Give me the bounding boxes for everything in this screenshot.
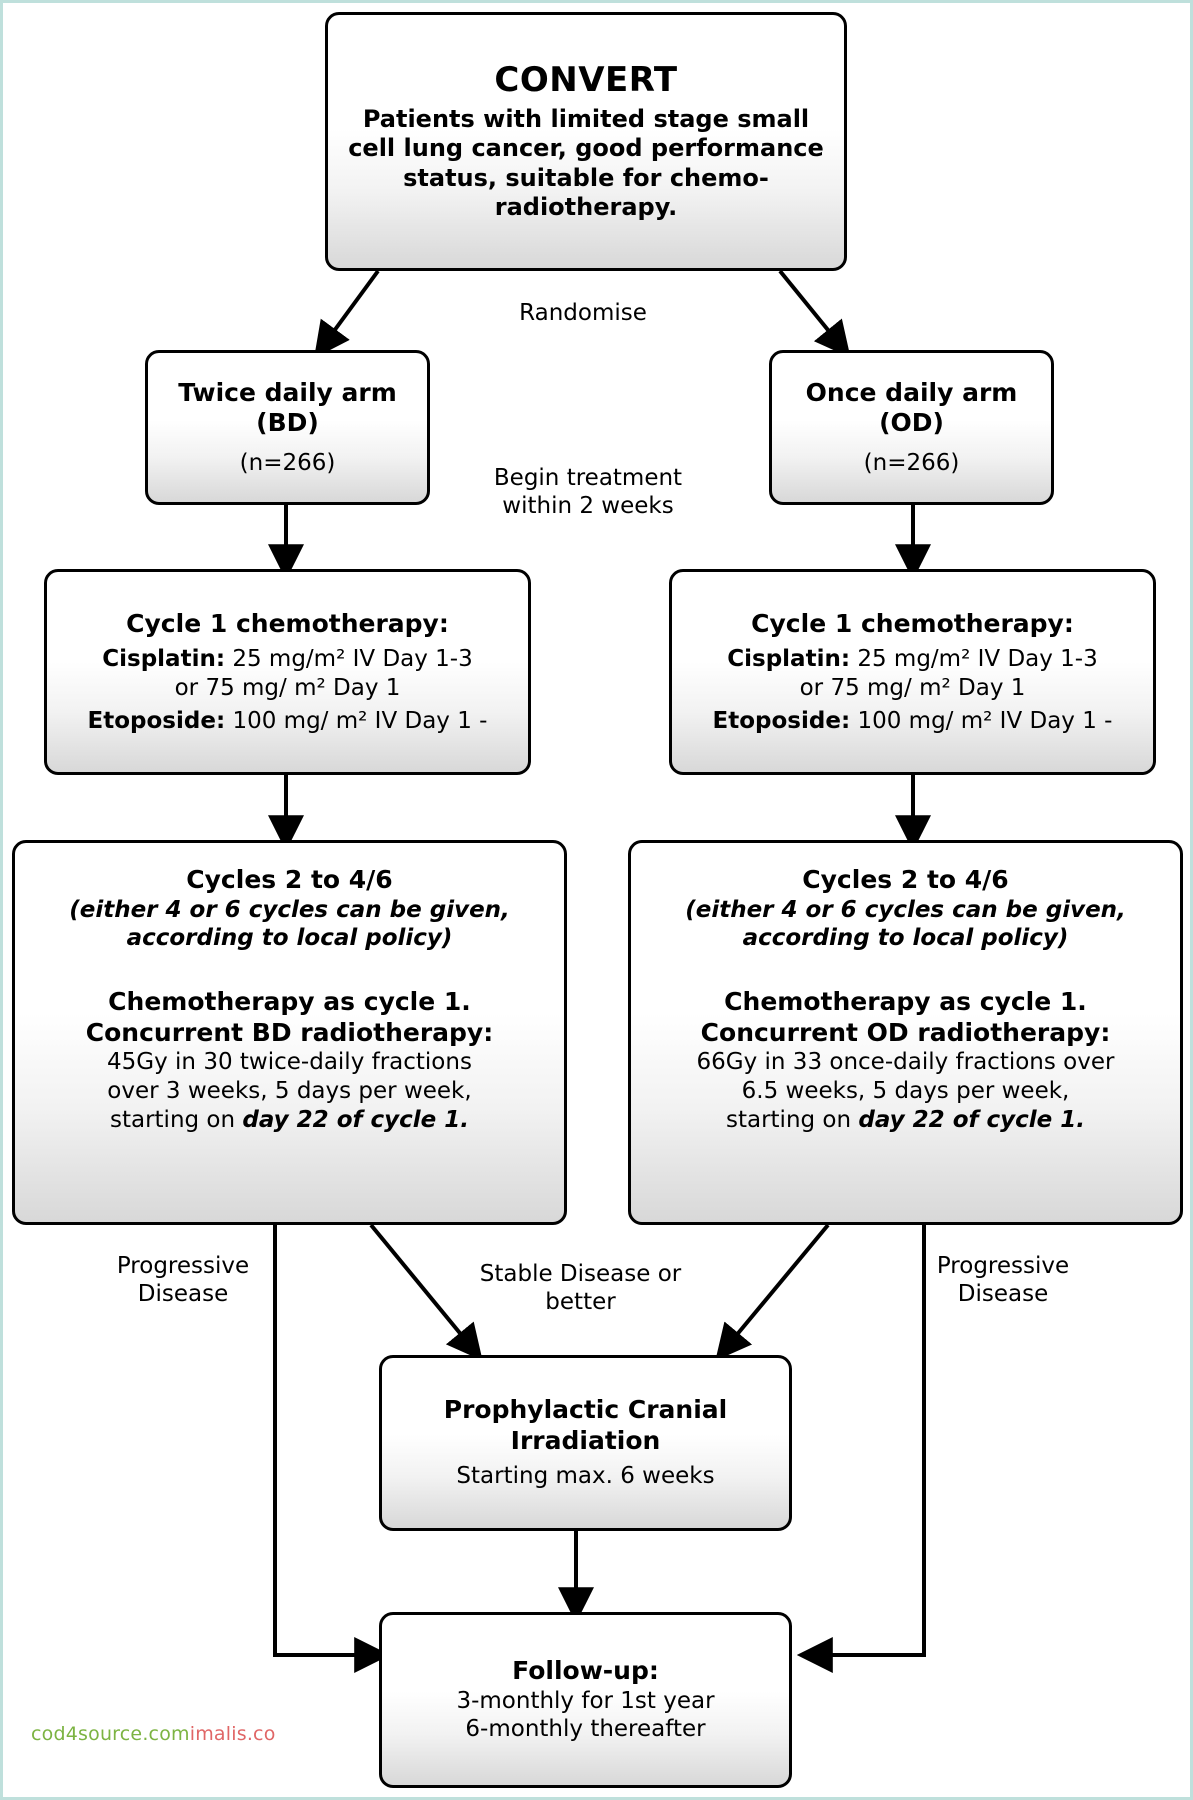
cycles-od-sub1: (either 4 or 6 cycles can be given, (685, 896, 1126, 923)
edge-label-progressive-left (83, 1253, 283, 1308)
edge-label-progressive-right (903, 1253, 1103, 1308)
begin-treatment-line1: Begin treatment (493, 465, 683, 491)
cycles-bd-rt-line3 (110, 1106, 469, 1135)
node-cycle1-chemo-bd (44, 569, 531, 775)
root-body: Patients with limited stage small cell lung cancer, good performance status, suitable for chemo-radiotherapy. (348, 105, 824, 221)
cycle1-bd-drug2 (88, 707, 488, 736)
cycles-od-rt-line3-prefix: starting on (725, 1106, 859, 1133)
cycles-od-sub2: according to local policy) (742, 925, 1069, 952)
pci-line1: Prophylactic Cranial (443, 1395, 728, 1425)
arm-bd-n: (n=266) (239, 449, 336, 476)
cycle1-bd-drug1 (102, 645, 472, 674)
cycles-bd-rt-line2: over 3 weeks, 5 days per week, (107, 1077, 472, 1104)
progressive-right-line2: Disease (957, 1280, 1049, 1307)
watermark-part2: imalis.co (189, 1723, 276, 1745)
progressive-left-line1: Progressive (116, 1253, 250, 1279)
cycles-bd-rt-line1: 45Gy in 30 twice-daily fractions (107, 1049, 472, 1075)
pci-line2: Irradiation (510, 1425, 661, 1455)
arm-od-line1: Once daily arm (805, 377, 1018, 407)
node-arm-once-daily (769, 350, 1054, 505)
node-cycle1-chemo-od (669, 569, 1156, 775)
node-cycles-2to6-bd (12, 840, 567, 1225)
arm-od-n: (n=266) (863, 449, 960, 476)
edge-label-randomise: Randomise (519, 300, 647, 326)
arm-bd-line2: (BD) (256, 408, 319, 438)
cycles-bd-rt-line3-em: day 22 of cycle 1. (242, 1106, 470, 1133)
edge-label-begin-treatment (423, 465, 753, 520)
cycles-od-heading: Cycles 2 to 4/6 (802, 865, 1009, 894)
stable-line2: better (545, 1288, 616, 1315)
cycle1-od-drug1-label: Cisplatin: (727, 646, 851, 673)
arm-od-line2: (OD) (879, 408, 944, 438)
progressive-left-line2: Disease (137, 1280, 229, 1307)
node-follow-up (379, 1612, 792, 1788)
arm-bd-line1: Twice daily arm (178, 377, 397, 407)
cycles-od-rt-heading: Concurrent OD radiotherapy: (700, 1017, 1111, 1047)
cycle1-bd-drug2-dose: 100 mg/ m² IV Day 1 - (232, 707, 488, 734)
cycle1-bd-drug1-dose: 25 mg/m² IV Day 1-3 (232, 646, 473, 673)
followup-line1: 3-monthly for 1st year (456, 1687, 715, 1714)
progressive-right-line1: Progressive (936, 1253, 1070, 1279)
cycles-od-rt-line3 (726, 1106, 1085, 1135)
cycles-od-rt-line3-em: day 22 of cycle 1. (858, 1106, 1086, 1133)
followup-line2: 6-monthly thereafter (465, 1716, 706, 1743)
cycles-od-rt-line2: 6.5 weeks, 5 days per week, (741, 1077, 1070, 1104)
cycle1-bd-drug1-alt: or 75 mg/ m² Day 1 (174, 674, 401, 701)
cycles-bd-sub1: (either 4 or 6 cycles can be given, (69, 896, 510, 923)
cycle1-od-drug2-dose: 100 mg/ m² IV Day 1 - (857, 707, 1113, 734)
followup-heading: Follow-up: (512, 1656, 659, 1685)
node-prophylactic-cranial-irradiation (379, 1355, 792, 1531)
cycle1-od-heading: Cycle 1 chemotherapy: (751, 608, 1074, 638)
node-convert-root (325, 12, 847, 271)
cycle1-bd-drug1-label: Cisplatin: (102, 646, 226, 673)
cycles-od-rt-line1: 66Gy in 33 once-daily fractions over (696, 1049, 1115, 1075)
node-arm-twice-daily (145, 350, 430, 505)
watermark-part1: cod4source.com (31, 1723, 190, 1745)
cycles-bd-rt-line3-prefix: starting on (109, 1106, 243, 1133)
node-cycles-2to6-od (628, 840, 1183, 1225)
cycles-bd-rt-heading: Concurrent BD radiotherapy: (85, 1017, 494, 1047)
begin-treatment-line2: within 2 weeks (502, 492, 674, 519)
cycle1-od-drug1-dose: 25 mg/m² IV Day 1-3 (857, 646, 1098, 673)
watermark (31, 1723, 276, 1745)
stable-line1: Stable Disease or (479, 1261, 682, 1287)
cycles-bd-sub2: according to local policy) (126, 925, 453, 952)
cycles-od-chemo: Chemotherapy as cycle 1. (724, 987, 1087, 1016)
edge-label-stable-disease (438, 1261, 723, 1316)
cycle1-bd-drug2-label: Etoposide: (87, 707, 226, 734)
cycle1-od-drug1 (727, 645, 1097, 674)
root-title: CONVERT (494, 59, 678, 100)
cycle1-od-drug2-label: Etoposide: (712, 707, 851, 734)
cycle1-od-drug2 (713, 707, 1113, 736)
pci-line3: Starting max. 6 weeks (456, 1463, 715, 1490)
cycle1-od-drug1-alt: or 75 mg/ m² Day 1 (799, 674, 1026, 701)
cycles-bd-chemo: Chemotherapy as cycle 1. (108, 987, 471, 1016)
cycles-bd-heading: Cycles 2 to 4/6 (186, 865, 393, 894)
cycle1-bd-heading: Cycle 1 chemotherapy: (126, 608, 449, 638)
